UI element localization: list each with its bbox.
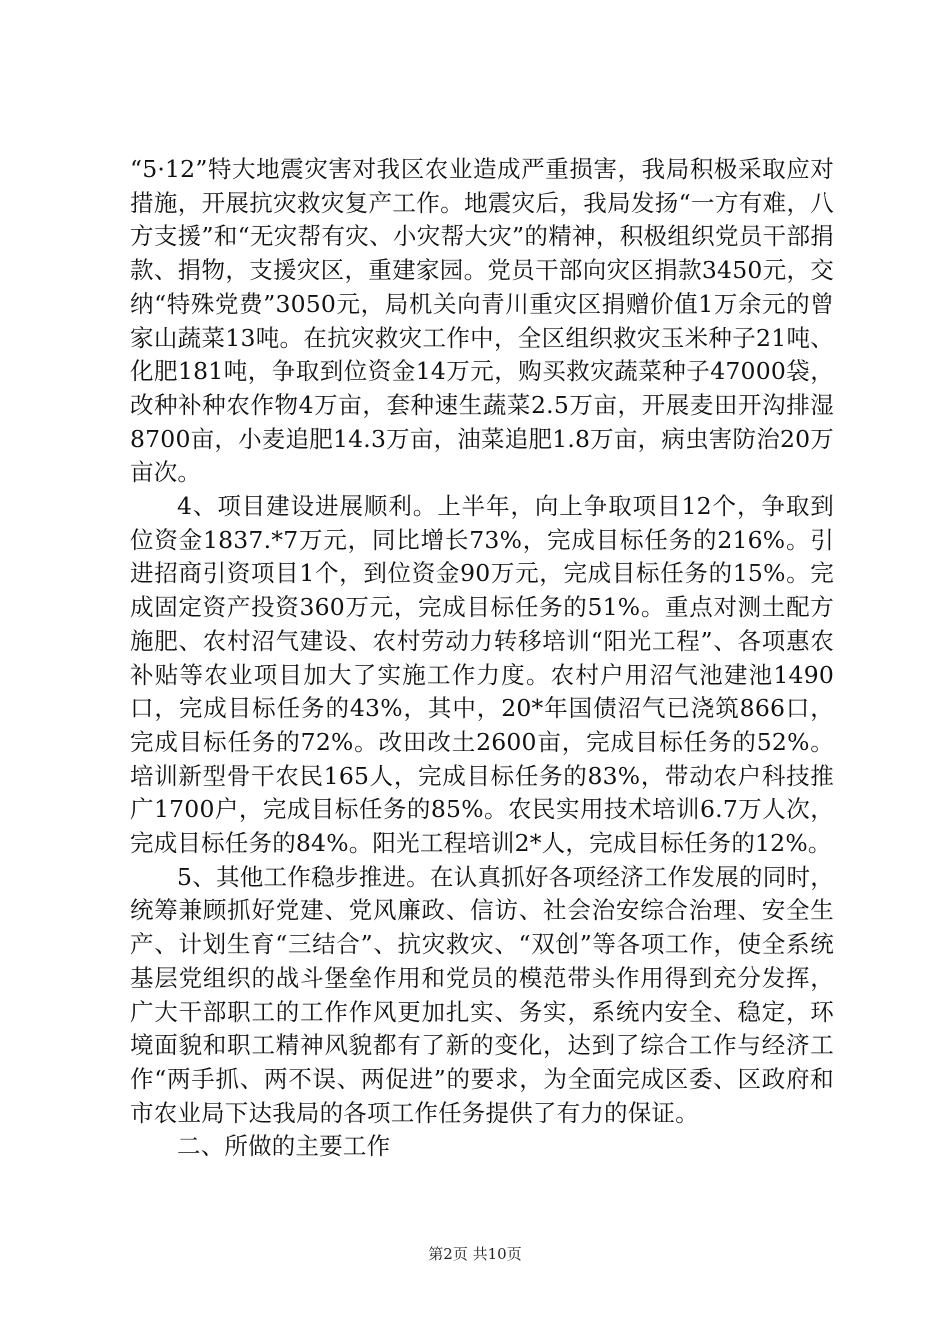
page-number-footer: 第2页 共10页 — [428, 1245, 522, 1263]
paragraph-project-construction: 4、项目建设进展顺利。上半年，向上争取项目12个，争取到位资金1837.*7万元，同比增长73%，完成目标任务的216%。引进招商引资项目1个，到位资金90万元，完成目标任务的15%。完成固定资产投资360万元，完成目标任务的51%。重点对测土配方施肥、农村沼气建设、农村劳动力转移培训“阳光工程”、各项惠农补贴等农业项目加大了实施工作力度。农村户用沼气池建池1490口，完成目标任务的43%，其中，20*年国债沼气已浇筑866口，完成目标任务的72%。改田改土2600亩，完成目标任务的52%。培训新型骨干农民165人，完成目标任务的83%，带动农户科技推广1700户，完成目标任务的85%。农民实用技术培训6.7万人次，完成目标任务的84%。阳光工程培训2*人，完成目标任务的12%。 — [130, 492, 834, 858]
document-body — [130, 153, 834, 1164]
section-heading-main-work: 二、所做的主要工作 — [177, 1132, 391, 1161]
paragraph-other-work: 5、其他工作稳步推进。在认真抓好各项经济工作发展的同时，统筹兼顾抓好党建、党风廉政、信访、社会治安综合治理、安全生产、计划生育“三结合”、抗灾救灾、“双创”等各项工作，使全系统基层党组织的战斗堡垒作用和党员的模范带头作用得到充分发挥，广大干部职工的工作作风更加扎实、务实，系统内安全、稳定，环境面貌和职工精神风貌都有了新的变化，达到了综合工作与经济工作“两手抓、两不误、两促进”的要求，为全面完成区委、区政府和市农业局下达我局的各项工作任务提供了有力的保证。 — [130, 862, 834, 1127]
paragraph-earthquake-relief: “5·12”特大地震灾害对我区农业造成严重损害，我局积极采取应对措施，开展抗灾救灾复产工作。地震灾后，我局发扬“一方有难，八方支援”和“无灾帮有灾、小灾帮大灾”的精神，积极组织党员干部捐款、捐物，支援灾区，重建家园。党员干部向灾区捐款3450元，交纳“特殊党费”3050元，局机关向青川重灾区捐赠价值1万余元的曾家山蔬菜13吨。在抗灾救灾工作中，全区组织救灾玉米种子21吨、化肥181吨，争取到位资金14万元，购买救灾蔬菜种子47000袋，改种补种农作物4万亩，套种速生蔬菜2.5万亩，开展麦田开沟排湿8700亩，小麦追肥14.3万亩，油菜追肥1.8万亩，病虫害防治20万亩次。 — [130, 155, 834, 487]
